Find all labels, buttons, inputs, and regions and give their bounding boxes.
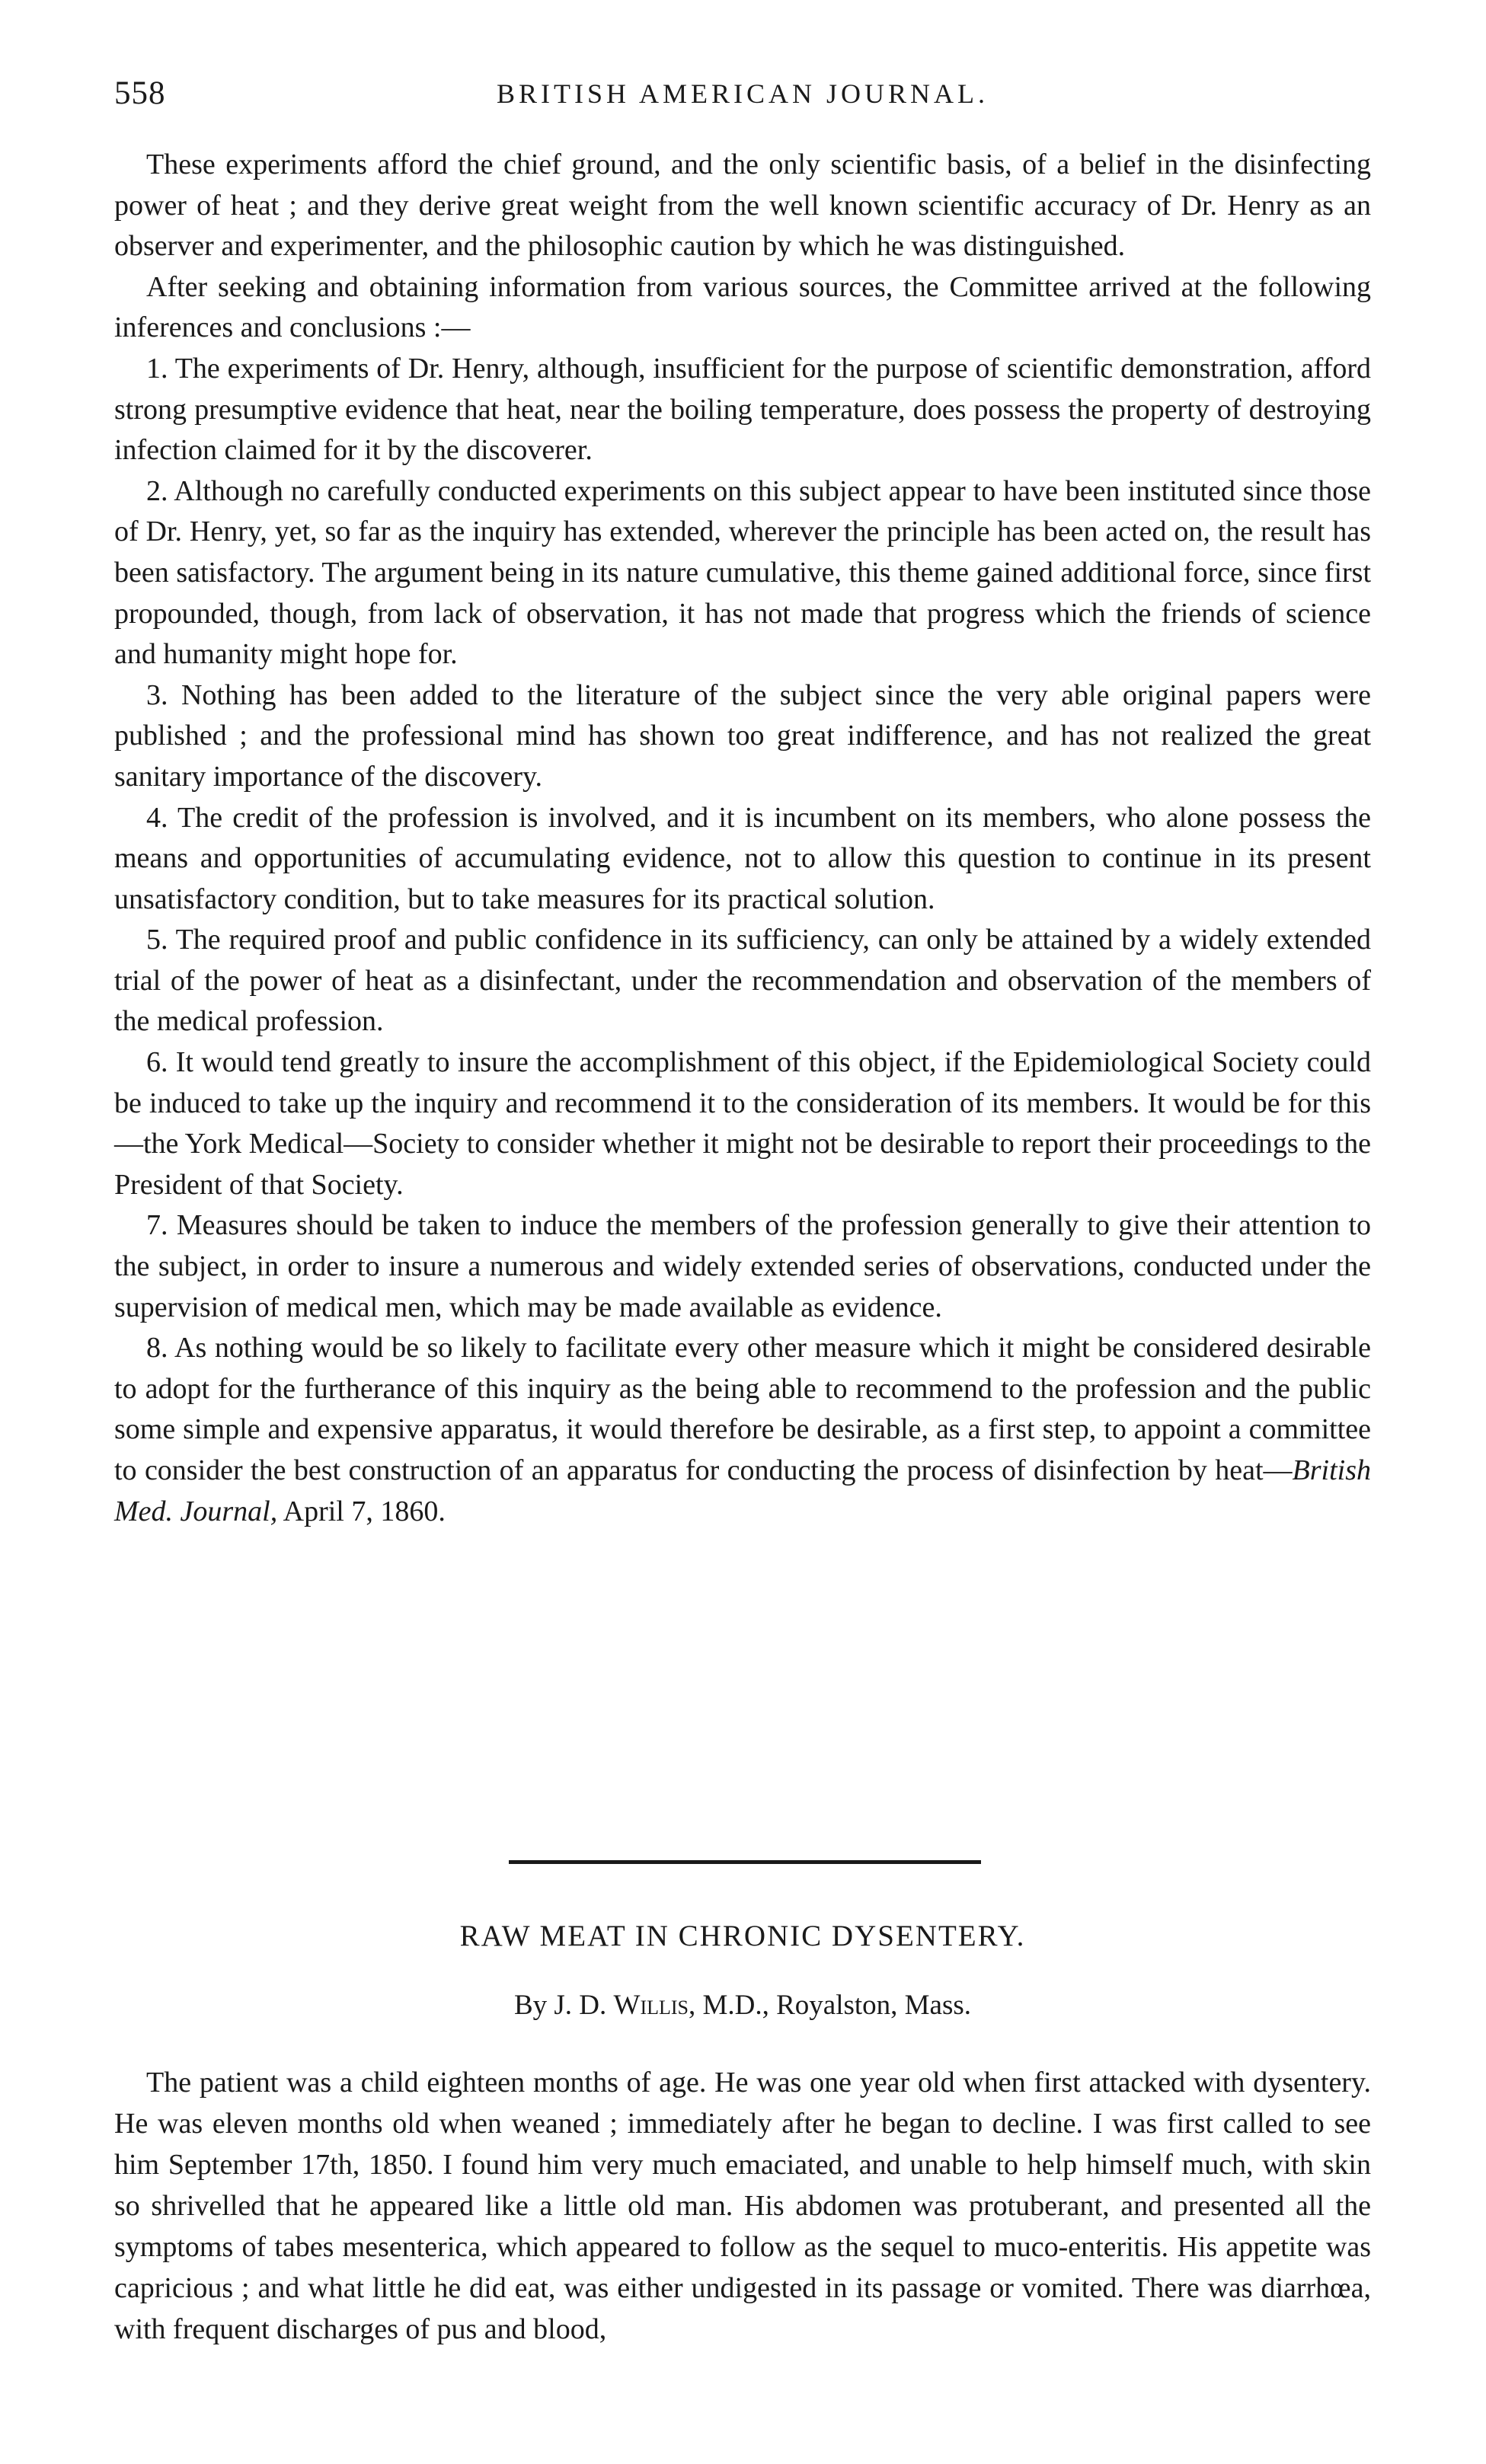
article-title: RAW MEAT IN CHRONIC DYSENTERY. [459,1920,1026,1952]
conclusion-8-text: 8. As nothing would be so likely to facilitate every other measure which it might be considered desirable to adopt for the furtherance of this inquiry as the being able to recommend to the profession and the public some simple and expensive apparatus, it would therefore be desirable, as a first step, to appoint a committee to consider the best construction of an apparatus for conducting the process of disinfection by heat— [114,1332,1371,1486]
conclusion-item: 6. It would tend greatly to insure the accomplishment of this object, if the Epidemiological Society could be induced to take up the inquiry and recommend it to the consideration of its members. It would be for this—the York Medical—Society to consider whether it might not be desirable to report their proceedings to the President of that Society. [114,1046,1371,1201]
article-byline [114,1989,1371,2022]
conclusion-item: 2. Although no carefully conducted experiments on this subject appear to have been instituted since those of Dr. Henry, yet, so far as the inquiry has extended, wherever the principle has been acted on, the result has been satisfactory. The argument being in its nature cumulative, this theme gained additional force, since first propounded, though, from lack of observation, it has not made that progress which the friends of science and humanity might hope for. [114,474,1371,671]
citation-source: British Med. Journal, [114,1454,1371,1527]
byline-prefix: By J. D. [513,1990,614,2021]
conclusion-item: 7. Measures should be taken to induce the members of the profession generally to give their attention to the subject, in order to insure a numerous and widely extended series of observations, conducted under the supervision of medical men, which may be made available as evidence. [114,1209,1371,1323]
conclusion-item: 4. The credit of the profession is involved, and it is incumbent on its members, who alone possess the means and opportunities of accumulating evidence, not to allow this question to continue in its present unsatisfactory condition, but to take measures for its practical solution. [114,801,1371,915]
byline-suffix: , M.D., Royalston, Mass. [688,1990,972,2021]
article-body [114,2062,1371,2350]
intro-paragraph: These experiments afford the chief ground, and the only scientific basis, of a belief in the disinfecting power of heat ; and they derive great weight from the well known scientific accuracy of Dr. Henry as an observer and experimenter, and the philosophic caution by which he was distinguished. [114,148,1371,263]
article-paragraph: The patient was a child eighteen months of age. He was one year old when first attacked with dysentery. He was eleven months old when weaned ; immediately after he began to decline. I was first called to see him September 17th, 1850. I found him very much emaciated, and unable to help himself much, with skin so shrivelled that he appeared like a little old man. His abdomen was protuberant, and presented all the symptoms of tabes mesenterica, which appeared to follow as the sequel to muco-enteritis. His appetite was capricious ; and what little he did eat, was either undigested in its passage or vomited. There was diarrhœa, with frequent discharges of pus and blood, [114,2067,1371,2345]
conclusion-item: 1. The experiments of Dr. Henry, although, insufficient for the purpose of scientific demonstration, afford strong presumptive evidence that heat, near the boiling temperature, does possess the property of destroying infection claimed for it by the discoverer. [114,352,1371,467]
conclusion-item: 5. The required proof and public confidence in its sufficiency, can only be attained by a widely extended trial of the power of heat as a disinfectant, under the recommendation and observation of the members of the medical profession. [114,924,1371,1038]
page-header [114,75,1371,120]
committee-report [114,145,1371,1532]
citation-date: April 7, 1860. [277,1495,446,1527]
author-name: Willis [613,1990,689,2021]
page-number: 558 [114,75,166,111]
conclusion-item [114,1328,1371,1532]
section-divider [509,1860,981,1864]
conclusion-item: 3. Nothing has been added to the literature of the subject since the very able original papers were published ; and the professional mind has shown too great indifference, and has not realized the great sanitary importance of the discovery. [114,678,1371,793]
intro-paragraph: After seeking and obtaining information from various sources, the Committee arrived at the following inferences and conclusions :— [114,270,1371,344]
running-title: BRITISH AMERICAN JOURNAL. [496,78,989,109]
